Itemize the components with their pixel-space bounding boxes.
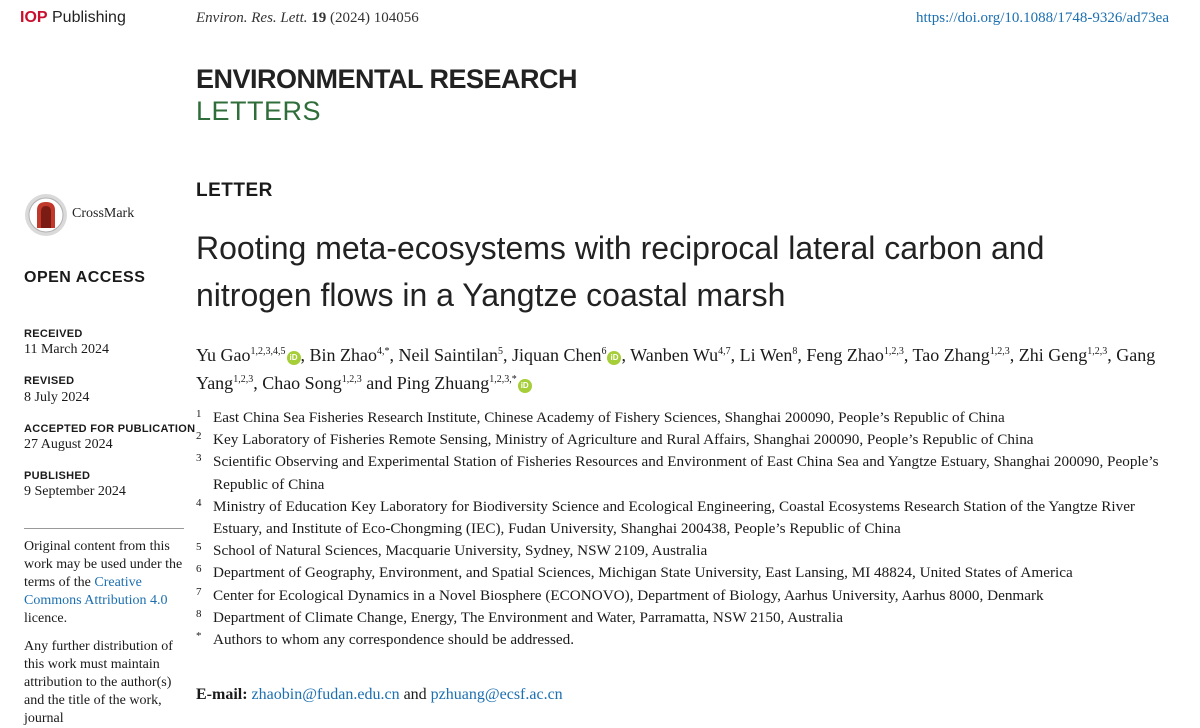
affiliation-text: Department of Climate Change, Energy, The Environment and Water, Parramatta, NSW 2150, Australia [213,608,843,626]
author-name: Wanben Wu [630,345,719,365]
author-affiliation-marks: 1,2,3 [341,374,362,385]
author-separator: , [1009,345,1019,365]
author-separator: , [797,345,807,365]
author-name: Yu Gao [196,345,251,365]
affiliation-text: Scientific Observing and Experimental Station of Fisheries Resources and Environment of East China Sea and Yangtze Estuary, Shanghai 200090, People’s Republic of China [213,453,1159,493]
open-access-label: OPEN ACCESS [24,269,146,286]
author-name: Feng Zhao [806,345,884,365]
affiliation-list [196,407,1176,651]
author-name: Zhi Geng [1018,345,1088,365]
doi-link[interactable]: https://doi.org/10.1088/1748-9326/ad73ea [915,10,1169,26]
affiliation-number: 8 [196,607,202,620]
affiliation-number: 1 [196,408,202,420]
published-label: PUBLISHED [24,470,91,482]
author-name: Jiquan Chen [511,345,602,365]
author-separator: , [730,345,740,365]
author-separator: , [903,345,913,365]
author-affiliation-marks: 6 [601,346,607,357]
crossmark-label[interactable]: CrossMark [72,206,135,221]
affiliation-number: 7 [196,585,202,598]
author-affiliation-marks: 5 [497,346,503,357]
affiliation-number: 4 [196,496,202,509]
journal-name-line1: ENVIRONMENTAL RESEARCH [196,64,578,94]
author-separator: , [300,345,310,365]
publisher-logo: IOP Publishing [20,9,126,26]
author-affiliation-marks: 1,2,3 [989,346,1010,357]
affiliation-text: East China Sea Fisheries Research Institute, Chinese Academy of Fishery Sciences, Shanghai 200090, People’s Republic of China [213,409,1005,426]
distribution-text: Any further distribution of this work must maintain attribution to the author(s) and the title of the work, journal [24,639,173,726]
author-separator: and [361,373,397,393]
affiliation-text: School of Natural Sciences, Macquarie University, Sydney, NSW 2109, Australia [213,542,708,560]
author-name: Li Wen [739,345,793,365]
author-separator: , [1107,345,1117,365]
author-affiliation-marks: 1,2,3 [883,346,904,357]
author-name: Ping Zhuang [396,373,490,393]
revised-label: REVISED [24,375,75,387]
affiliation-text: Center for Ecological Dynamics in a Novel Biosphere (ECONOVO), Department of Biology, Aarhus University, Aarhus 8000, Denmark [213,586,1044,604]
accepted-date: 27 August 2024 [24,437,113,452]
affiliation-item [196,451,1176,495]
received-label: RECEIVED [24,328,83,340]
article-type: LETTER [196,180,273,201]
affiliation-item [196,562,1176,584]
affiliation-text: Authors to whom any correspondence should be addressed. [213,631,575,649]
author-name: Tao Zhang [912,345,990,365]
email-line: E-mail: zhaobin@fudan.edu.cn and pzhuang@ecsf.ac.cn [196,686,563,703]
revised-date: 8 July 2024 [24,390,90,405]
author-separator: , [502,345,512,365]
author-affiliation-marks: 1,2,3 [233,374,254,385]
author-list [196,341,1186,397]
affiliation-item [196,629,1176,651]
author-name: Gang Yang [196,345,1156,393]
affiliation-item [196,540,1176,562]
affiliation-text: Department of Geography, Environment, and Spatial Sciences, Michigan State University, East Lansing, MI 48824, United States of America [213,564,1073,582]
affiliation-number: 5 [196,541,202,554]
author-affiliation-marks: 1,2,3,4,5 [250,346,286,357]
received-date: 11 March 2024 [24,342,110,357]
orcid-icon[interactable]: iD [518,379,532,393]
citation: Environ. Res. Lett. 19 (2024) 104056 [196,10,419,26]
cc-licence-link[interactable]: Creative Commons Attribution 4.0 [24,575,168,608]
affiliation-number: 6 [196,563,202,576]
affiliation-item [196,407,1176,429]
author-separator: , [253,373,263,393]
affiliation-item [196,429,1176,451]
affiliation-text: Key Laboratory of Fisheries Remote Sensing, Ministry of Agriculture and Rural Affairs, Shanghai 200090, People’s Republic of China [213,431,1034,449]
accepted-label: ACCEPTED FOR PUBLICATION [24,423,196,435]
licence-text: Original content from this work may be used under the terms of the Creative Commons Attribution 4.0 licence. [24,539,183,626]
affiliation-text: Ministry of Education Key Laboratory for Biodiversity Science and Ecological Engineering, Coastal Ecosystems Research Station of the Yangtze River Estuary, and Institute of Eco-Chongming (IEC), Fudan University, Shanghai 200438, People’s Republic of China [213,497,1135,538]
author-affiliation-marks: 1,2,3,* [489,374,517,385]
author-separator: , [389,345,399,365]
author-name: Bin Zhao [309,345,377,365]
article-title: Rooting meta-ecosystems with reciprocal lateral carbon and nitrogen flows in a Yangtze coastal marsh [196,230,1045,313]
author-separator: , [621,345,631,365]
author-name: Neil Saintilan [398,345,498,365]
crossmark-icon [25,194,67,236]
email-link-zhuang[interactable]: pzhuang@ecsf.ac.cn [430,686,563,703]
affiliation-item [196,496,1176,540]
author-affiliation-marks: 1,2,3 [1087,346,1108,357]
email-link-zhao[interactable]: zhaobin@fudan.edu.cn [251,686,400,703]
affiliation-number: * [196,630,202,643]
author-affiliation-marks: 4,7 [718,346,731,357]
author-affiliation-marks: 8 [792,346,798,357]
affiliation-number: 3 [196,452,202,465]
author-affiliation-marks: 4,* [377,346,390,357]
published-date: 9 September 2024 [24,484,126,499]
orcid-icon[interactable]: iD [287,351,301,365]
affiliation-item [196,607,1176,629]
sidebar-divider [24,528,184,529]
affiliation-item [196,585,1176,607]
author-name: Chao Song [262,373,342,393]
journal-name-line2: LETTERS [196,96,322,126]
affiliation-number: 2 [196,430,202,443]
orcid-icon[interactable]: iD [607,351,621,365]
